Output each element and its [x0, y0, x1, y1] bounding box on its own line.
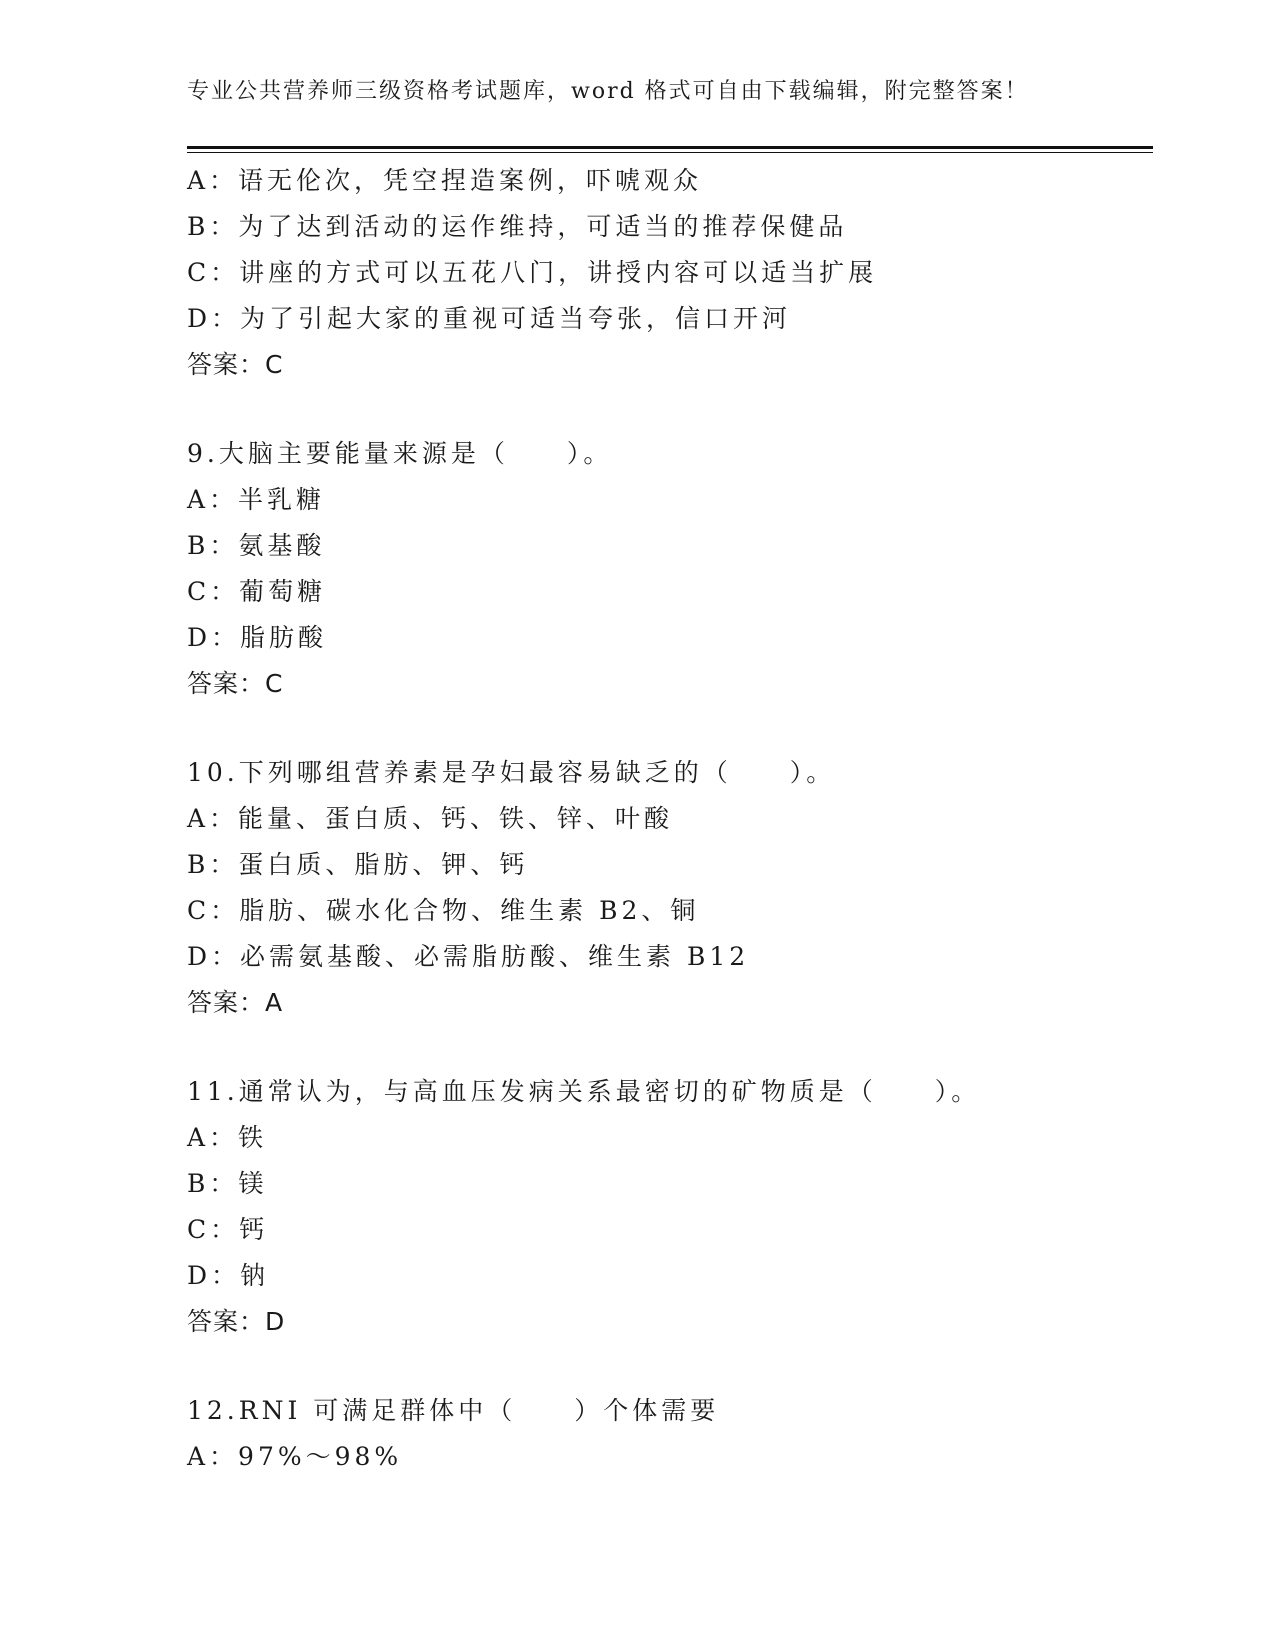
- option-b: B：氨基酸: [187, 531, 326, 560]
- option-d: D：钠: [187, 1261, 270, 1290]
- question-text: 12.RNI 可满足群体中（ ）个体需要: [187, 1396, 720, 1425]
- question-text: 10.下列哪组营养素是孕妇最容易缺乏的（ ）。: [187, 758, 836, 787]
- question-block-10: [187, 750, 1153, 1026]
- question-list: [187, 158, 1153, 1480]
- question-text: 11.通常认为，与高血压发病关系最密切的矿物质是（ ）。: [187, 1077, 981, 1106]
- spacer: [187, 1345, 1153, 1388]
- option-c: C：葡萄糖: [187, 577, 327, 606]
- answer-line: 答案：C: [187, 669, 284, 698]
- option-d: D：为了引起大家的重视可适当夸张，信口开河: [187, 304, 792, 333]
- spacer: [187, 1026, 1153, 1069]
- answer-line: 答案：D: [187, 1307, 286, 1336]
- option-d: D：脂肪酸: [187, 623, 328, 652]
- option-c: C：脂肪、碳水化合物、维生素 B2、铜: [187, 896, 700, 925]
- option-c: C：讲座的方式可以五花八门，讲授内容可以适当扩展: [187, 258, 878, 287]
- option-a: A：能量、蛋白质、钙、铁、锌、叶酸: [187, 804, 674, 833]
- header-rule-thick: [187, 146, 1153, 149]
- spacer: [187, 388, 1153, 431]
- option-b: B：镁: [187, 1169, 268, 1198]
- document-header: 专业公共营养师三级资格考试题库，word 格式可自由下载编辑，附完整答案！: [187, 79, 1029, 104]
- question-block-12: [187, 1388, 1153, 1480]
- question-text: 9.大脑主要能量来源是（ ）。: [187, 439, 613, 468]
- question-block-8: [187, 158, 1153, 388]
- question-block-9: [187, 431, 1153, 707]
- question-block-11: [187, 1069, 1153, 1345]
- option-d: D：必需氨基酸、必需脂肪酸、维生素 B12: [187, 942, 750, 971]
- option-a: A：铁: [187, 1123, 268, 1152]
- option-a: A：语无伦次，凭空捏造案例，吓唬观众: [187, 166, 703, 195]
- option-b: B：为了达到活动的运作维持，可适当的推荐保健品: [187, 212, 848, 241]
- answer-line: 答案：C: [187, 350, 284, 379]
- option-a: A：97%～98%: [187, 1442, 403, 1471]
- header-rule-thin: [187, 152, 1153, 153]
- option-c: C：钙: [187, 1215, 269, 1244]
- option-a: A：半乳糖: [187, 485, 326, 514]
- answer-line: 答案：A: [187, 988, 284, 1017]
- option-b: B：蛋白质、脂肪、钾、钙: [187, 850, 529, 879]
- spacer: [187, 707, 1153, 750]
